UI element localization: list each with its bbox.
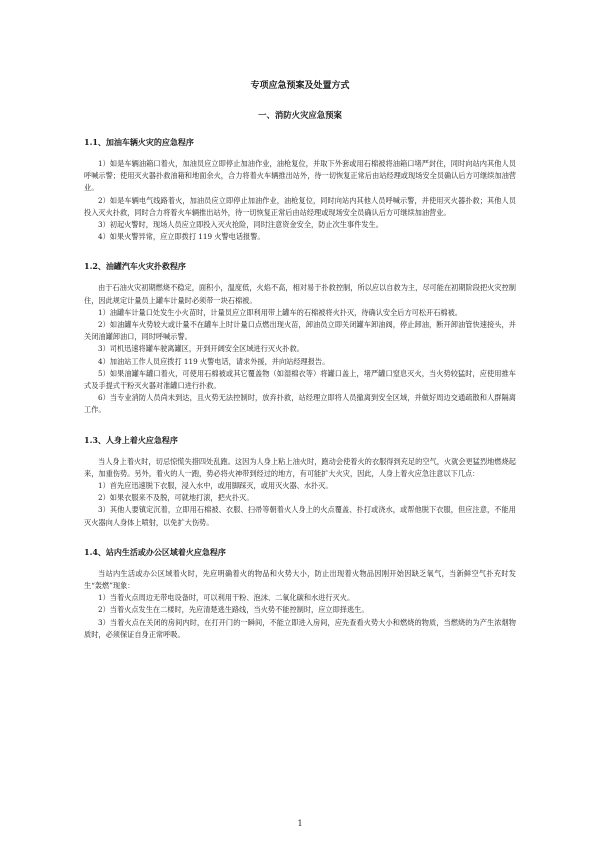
subsection-1-3 [84,435,516,529]
subsection-heading: 1.2、油罐汽车火灾扑救程序 [84,261,186,272]
paragraph: 当站内生活或办公区域着火时，先应明确着火的物品和火势大小，防止出现着火物品因刚开始因缺乏氧气，当新鲜空气扑充时发生“轰燃”现象： [84,568,516,591]
paragraph: 5）如果油罐车罐口着火，可使用石棉被或其它覆盖物（如湿棉衣等）将罐口盖上，堵严罐口窒息灭火，当火势较猛时，应使用推车式及手提式干粉灭火器对准罐口进行扑救。 [84,368,516,391]
document-title: 专项应急预案及处置方式 [250,81,350,91]
paragraph: 1）当着火点周边无带电设备时，可以利用干粉、泡沫、二氧化碳和水进行灭火。 [98,593,355,603]
paragraph: 2）如是车辆电气线路着火，加油员应立即停止加油作业，油枪复位，同时向站内其他人员呼喊示警，并使用灭火器扑救；其他人员投入灭火扑救，同时合力将着火车辆推出站外，待一切恢复正常后由站经理或现场安全员确认后方可继续加油营业。 [84,195,516,217]
paragraph: 3）当着火点在关闭的房间内时，在打开门的一瞬间，不能立即进入房间，应先查看火势大小和燃烧的物质，当燃烧的为产生浓烟物质时，必须保证自身正常呼吸。 [84,617,516,639]
paragraph: 由于石油火灾初期燃烧不稳定，面积小，温度低，火焰不高，相对易于扑救控制，所以应以自救为主，尽可能在初期阶段把火灾控制住，因此规定计量员上罐车计量时必须带一块石棉被。 [84,283,516,305]
paragraph: 1）如是车辆油箱口着火，加油员应立即停止加油作业，油枪复位，并取下外套或用石棉被将油箱口堵严封住，同时向站内其他人员呼喊示警；使用灭火器扑救油箱和地面余火，合力将着火车辆推出站外，待一切恢复正常后由站经理或现场安全员确认后方可继续加油营业。 [84,159,516,193]
section-title: 一、消防火灾应急预案 [258,110,342,120]
subsection-heading: 1.3、人身上着火应急程序 [84,434,178,445]
paragraph: 3）司机迅速将罐车驶离罐区，开到开阔安全区域进行灭火扑救。 [98,344,304,354]
paragraph: 2）当着火点发生在二楼时，先应清楚逃生路线，当火势不能控制时，应立即择逃生。 [98,605,369,615]
paragraph: 1）油罐车计量口处发生小火苗时，计量员应立即利用带上罐车的石棉被将火扑灭，待确认安全后方可松开石棉被。 [98,307,462,317]
paragraph: 3）初起火警时，现场人员应立即投入灭火抢险，同时注意资金安全，防止次生事件发生。 [98,220,383,230]
subsection-1-4 [84,547,516,641]
subsection-1-2 [84,261,516,416]
paragraph: 6）当专业消防人员尚未到达，且火势无法控制时，放弃扑救，站经理立即将人员撤离到安全区域，并做好周边交通疏散和人群隔离工作。 [84,393,516,415]
paragraph: 当人身上着火时，切忌惊慌失措四处乱跑。这因为人身上粘上油火时，跑动会使着火的衣服得到充足的空气，火就会更猛烈地燃烧起来，加重伤势。另外，着火的人一跑，势必将火神带到经过的地方，有可能扩大火灾，因此，人身上着火应急注意以下几点： [84,456,516,478]
paragraph: 2）如油罐车火势较大或计量不在罐车上时计量口点燃出现火苗，卸油员立即关闭罐车卸油阀，停止卸油，断开卸油管快速接头，并关闭油罐卸油口，同时呼喊示警。 [84,320,516,342]
page-number: 1 [297,819,303,828]
paragraph: 2）如果衣服来不及脱，可就地打滚，把火扑灭。 [98,493,254,503]
paragraph: 3）其他人要镇定沉着，立即用石棉被、衣服、扫帚等朝着火人身上的火点覆盖、扑打或浇水，或帮他脱下衣服，但应注意，不能用灭火器向人身体上喷射，以免扩大伤势。 [84,505,516,527]
paragraph: 4）如果火警异常，应立即拨打 119 火警电话报警。 [98,232,265,242]
paragraph: 1）首先应迅速脱下衣服，浸入水中，或用脚踩灭，或用灭火器、水扑灭。 [98,481,333,491]
subsection-1-1 [84,137,516,243]
subsection-heading: 1.1、加油车辆火灾的应急程序 [84,137,194,147]
paragraph: 4）加油站工作人员应拨打 119 火警电话，请求外援，并向站经理报告。 [98,356,330,366]
subsection-heading: 1.4、站内生活或办公区域着火应急程序 [84,546,226,557]
